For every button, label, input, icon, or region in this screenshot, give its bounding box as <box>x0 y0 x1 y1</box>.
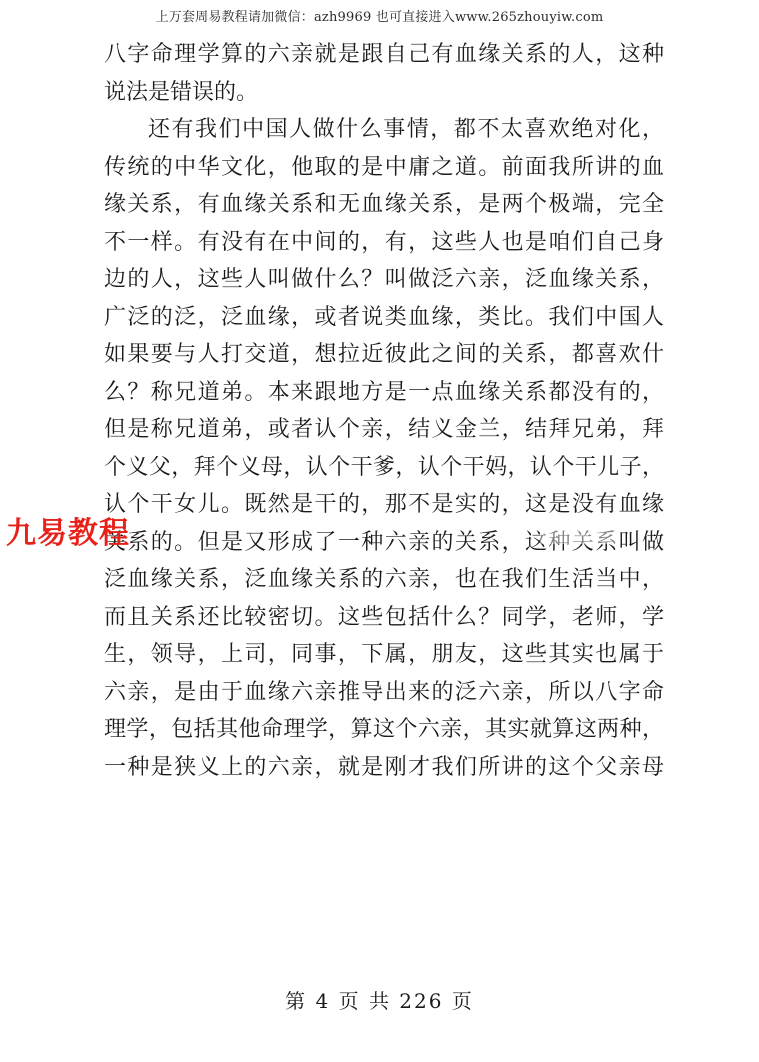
text-line: 不一样。有没有在中间的，有，这些人也是咱们自己身 <box>104 229 664 255</box>
text-line: 传统的中华文化，他取的是中庸之道。前面我所讲的血 <box>104 154 664 180</box>
page-number: 第 4 页 共 226 页 <box>285 989 474 1013</box>
text-line: 边的人，这些人叫做什么？叫做泛六亲，泛血缘关系， <box>104 267 664 292</box>
watermark-logo: 九易教程 <box>6 516 130 551</box>
text-line: 么？称兄道弟。本来跟地方是一点血缘关系都没有的， <box>104 379 664 405</box>
text-line: 一种是狭义上的六亲，就是刚才我们所讲的这个父亲母 <box>104 754 664 780</box>
text-line: 还有我们中国人做什么事情，都不太喜欢绝对化， <box>148 117 664 142</box>
text-line: 理学，包括其他命理学，算这个六亲，其实就算这两种， <box>104 717 664 742</box>
watermark-haze <box>540 514 620 544</box>
text-line: 六亲，是由于血缘六亲推导出来的泛六亲，所以八字命 <box>104 679 664 705</box>
text-line: 而且关系还比较密切。这些包括什么？同学，老师，学 <box>104 604 664 630</box>
text-line: 泛血缘关系，泛血缘关系的六亲，也在我们生活当中， <box>104 567 664 592</box>
text-line: 说法是错误的。 <box>104 79 259 105</box>
text-line: 广泛的泛，泛血缘，或者说类血缘，类比。我们中国人 <box>104 304 664 330</box>
text-line: 缘关系，有血缘关系和无血缘关系，是两个极端，完全 <box>104 192 664 217</box>
text-line: 关系的。但是又形成了一种六亲的关系，这种关系叫做 <box>104 529 664 555</box>
top-banner: 上万套周易教程请加微信：azh9969 也可直接进入www.265zhouyiw.com <box>155 10 604 25</box>
text-line: 如果要与人打交道，想拉近彼此之间的关系，都喜欢什 <box>104 342 664 367</box>
text-line: 但是称兄道弟，或者认个亲，结义金兰，结拜兄弟，拜 <box>104 417 664 442</box>
document-body <box>104 36 664 786</box>
text-line: 个义父，拜个义母，认个干爹，认个干妈，认个干儿子， <box>104 454 664 480</box>
text-line: 八字命理学算的六亲就是跟自己有血缘关系的人，这种 <box>104 42 664 67</box>
text-line: 认个干女儿。既然是干的，那不是实的，这是没有血缘 <box>104 492 664 517</box>
text-line: 生，领导，上司，同事，下属，朋友，这些其实也属于 <box>104 642 664 667</box>
